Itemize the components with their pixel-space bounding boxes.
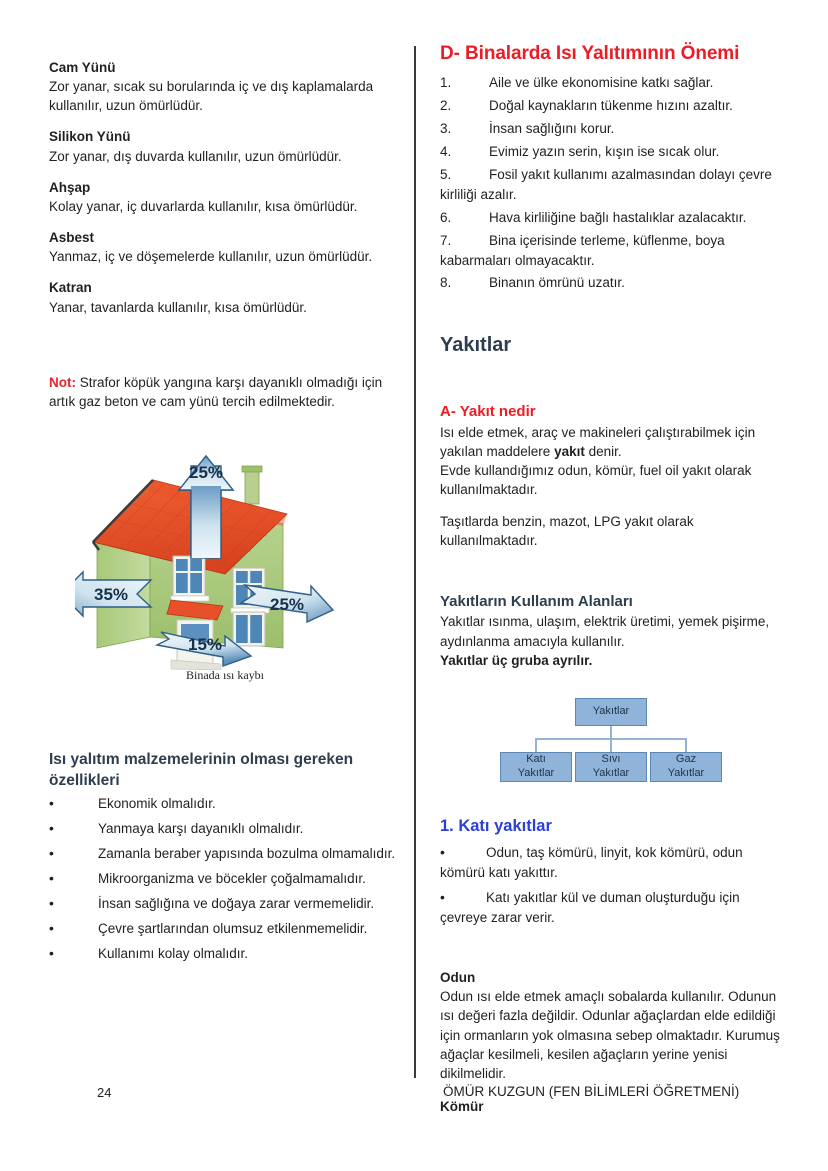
material-entry — [49, 228, 401, 266]
orgchart-root-node — [575, 698, 647, 726]
fuels-section-heading: Yakıtlar — [440, 334, 512, 357]
usage-heading: Yakıtların Kullanım Alanları — [440, 592, 633, 610]
bullet-icon — [49, 918, 98, 939]
orgchart-root-label: Yakıtlar — [592, 704, 630, 717]
list-item — [49, 868, 401, 889]
what-is-fuel-paragraph-2: Evde kullandığımız odun, kömür, fuel oil yakıt olarak kullanılmaktadır. — [440, 463, 752, 498]
footer-credit: ÖMÜR KUZGUN (FEN BİLİMLERİ ÖĞRETMENİ) — [443, 1084, 740, 1099]
importance-list — [440, 73, 788, 294]
list-item-text: Katı yakıtlar kül ve duman oluşturduğu için çevreye zarar verir. — [440, 890, 740, 926]
solid-fuels-heading: 1. Katı yakıtlar — [440, 816, 552, 835]
list-item-text: Binanın ömrünü uzatır. — [489, 275, 625, 291]
list-item — [440, 842, 788, 883]
list-item-text: Hava kirliliğine bağlı hastalıklar azalacaktır. — [489, 209, 747, 225]
list-number: 8. — [440, 275, 452, 291]
list-item — [440, 96, 788, 116]
note-paragraph — [49, 373, 401, 412]
list-item-text: Kullanımı kolay olmalıdır. — [98, 946, 249, 962]
list-number: 7. — [440, 232, 452, 248]
list-item — [440, 142, 788, 162]
list-item-text: Ekonomik olmalıdır. — [98, 796, 216, 812]
list-item-text: Evimiz yazın serin, kışın ise sıcak olur. — [489, 143, 720, 159]
list-item-text: Bina içerisinde terleme, küflenme, boya kabarmaları olmayacaktır. — [440, 232, 725, 268]
material-term: Silikon Yünü — [49, 129, 131, 145]
importance-heading: D- Binalarda Isı Yalıtımının Önemi — [440, 43, 740, 64]
page-number: 24 — [97, 1085, 112, 1100]
list-item — [49, 843, 401, 864]
bullet-icon — [440, 887, 486, 908]
note-label: Not: — [49, 374, 76, 390]
material-entry — [49, 127, 401, 165]
orgchart-node-label: Sıvı Yakıtlar — [592, 753, 630, 779]
roof-loss-label: 25% — [188, 463, 224, 482]
bullet-icon — [49, 818, 98, 839]
left-column-lower — [49, 750, 401, 968]
bullet-icon — [49, 893, 98, 914]
material-description: Kolay yanar, iç duvarlarda kullanılır, kısa ömürlüdür. — [49, 198, 358, 214]
material-entry — [49, 178, 401, 216]
what-is-fuel-paragraph-1 — [440, 423, 788, 461]
list-item-text: Çevre şartlarından olumsuz etkilenmemelidir. — [98, 921, 368, 937]
list-item — [440, 73, 788, 93]
list-item — [49, 918, 401, 939]
material-description: Yanmaz, iç ve döşemelerde kullanılır, uzun ömürlüdür. — [49, 249, 373, 265]
list-number: 4. — [440, 143, 452, 159]
fuel-def-bold: yakıt — [554, 444, 585, 460]
list-item — [49, 793, 401, 814]
material-description: Zor yanar, dış duvarda kullanılır, uzun ömürlüdür. — [49, 148, 342, 164]
list-item-text: Zamanla beraber yapısında bozulma olmamalıdır. — [98, 846, 396, 862]
orgchart-node-label: Gaz Yakıtlar — [667, 753, 705, 779]
material-entry — [49, 58, 401, 115]
list-item — [49, 893, 401, 914]
orgchart-node-liquid — [575, 752, 647, 782]
floor-loss-label: 15% — [187, 635, 223, 654]
wood-text: Odun ısı elde etmek amaçlı sobalarda kullanılır. Odunun ısı değeri fazla değildir. Odunlar ağaçlardan elde edildiği için ormanların yok olmasına sebep olmaktadır. Kurumuş ağaçlar kesilmeli, kesilen ağaçların yerine yenisi dikilmelidir. — [440, 989, 780, 1081]
list-item — [440, 887, 788, 928]
column-divider — [414, 46, 416, 1078]
list-number: 5. — [440, 166, 452, 182]
usage-bold-line: Yakıtlar üç gruba ayrılır. — [440, 652, 593, 668]
bullet-icon — [49, 943, 98, 964]
material-term: Ahşap — [49, 179, 91, 195]
bullet-icon — [49, 793, 98, 814]
list-item — [440, 165, 788, 205]
bullet-icon — [440, 842, 486, 863]
list-number: 1. — [440, 74, 452, 90]
list-item-text: İnsan sağlığına ve doğaya zarar vermemelidir. — [98, 896, 375, 912]
orgchart-node-label: Katı Yakıtlar — [517, 753, 555, 779]
properties-list — [49, 793, 401, 964]
material-term: Asbest — [49, 230, 95, 246]
fuel-types-orgchart — [440, 698, 788, 780]
orgchart-connector — [685, 738, 687, 752]
what-is-fuel-heading: A- Yakıt nedir — [440, 403, 536, 421]
list-item-text: İnsan sağlığını korur. — [489, 120, 615, 136]
bullet-icon — [49, 843, 98, 864]
left-column — [49, 58, 401, 412]
list-item — [440, 208, 788, 228]
list-number: 6. — [440, 209, 452, 225]
list-number: 3. — [440, 120, 452, 136]
figure-caption: Binada ısı kaybı — [186, 668, 264, 682]
orgchart-connector — [610, 738, 612, 752]
list-item — [440, 231, 788, 271]
material-term: Katran — [49, 280, 92, 296]
fuel-def-before: Isı elde etmek, araç ve makineleri çalıştırabilmek için yakılan maddelere — [440, 424, 756, 460]
list-item — [440, 273, 788, 293]
material-entry — [49, 278, 401, 316]
right-wall-loss-label: 25% — [269, 595, 305, 614]
orgchart-connector — [535, 738, 537, 752]
orgchart-node-solid — [500, 752, 572, 782]
usage-text: Yakıtlar ısınma, ulaşım, elektrik üretimi, yemek pişirme, aydınlanma amacıyla kullanılır. — [440, 614, 770, 649]
list-item-text: Fosil yakıt kullanımı azalmasından dolayı çevre kirliliği azalır. — [440, 166, 772, 202]
material-description: Zor yanar, sıcak su borularında iç ve dış kaplamalarda kullanılır, uzun ömürlüdür. — [49, 79, 374, 114]
list-item — [49, 943, 401, 964]
bullet-icon — [49, 868, 98, 889]
orgchart-node-gas — [650, 752, 722, 782]
orgchart-connector — [610, 726, 612, 738]
list-item-text: Yanmaya karşı dayanıklı olmalıdır. — [98, 821, 304, 837]
list-item-text: Mikroorganizma ve böcekler çoğalmamalıdır. — [98, 871, 366, 887]
list-item-text: Aile ve ülke ekonomisine katkı sağlar. — [489, 74, 714, 90]
list-item-text: Doğal kaynakların tükenme hızını azaltır. — [489, 97, 733, 113]
properties-heading: Isı yalıtım malzemelerinin olması gereken özellikleri — [49, 751, 354, 789]
coal-heading: Kömür — [440, 1099, 484, 1115]
wood-heading: Odun — [440, 970, 476, 986]
right-column — [440, 42, 788, 1116]
material-term: Cam Yünü — [49, 60, 116, 75]
list-item-text: Odun, taş kömürü, linyit, kok kömürü, odun kömürü katı yakıttır. — [440, 845, 743, 881]
what-is-fuel-paragraph-3: Taşıtlarda benzin, mazot, LPG yakıt olarak kullanılmaktadır. — [440, 513, 694, 548]
list-number: 2. — [440, 97, 452, 113]
list-item — [440, 119, 788, 139]
house-illustration — [75, 452, 375, 670]
solid-fuels-list — [440, 842, 788, 928]
heat-loss-figure — [49, 452, 401, 692]
material-description: Yanar, tavanlarda kullanılır, kısa ömürlüdür. — [49, 299, 307, 315]
note-text: Strafor köpük yangına karşı dayanıklı olmadığı için artık gaz beton ve cam yünü tercih edilmektedir. — [49, 374, 383, 410]
fuel-def-after: denir. — [584, 444, 622, 460]
left-wall-loss-label: 35% — [93, 585, 129, 604]
list-item — [49, 818, 401, 839]
